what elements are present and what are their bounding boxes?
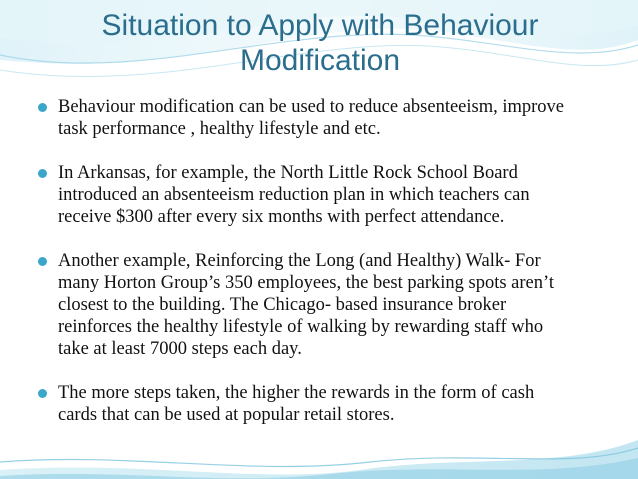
slide-title-line-1: Situation to Apply with Behaviour <box>101 9 539 42</box>
bullet-4-line-2: cards that can be used at popular retail stores. <box>58 405 395 425</box>
bullet-2-line-1: In Arkansas, for example, the North Little Rock School Board <box>58 163 518 183</box>
bullet-dot-icon <box>38 169 47 178</box>
bullet-1-line-1: Behaviour modification can be used to reduce absenteeism, improve <box>58 97 565 117</box>
bullet-3-line-1: Another example, Reinforcing the Long (and Healthy) Walk- For <box>58 251 541 271</box>
bullet-dot-icon <box>38 103 47 112</box>
bullet-list <box>36 96 596 448</box>
bullet-1-line-2: task performance , healthy lifestyle and etc. <box>58 119 381 139</box>
bullet-item-3 <box>36 250 596 360</box>
bullet-dot-icon <box>38 257 47 266</box>
slide-title <box>60 8 580 78</box>
bullet-dot-icon <box>38 389 47 398</box>
bullet-4-line-1: The more steps taken, the higher the rewards in the form of cash <box>58 383 535 403</box>
bullet-3-line-3: closest to the building. The Chicago- based insurance broker <box>58 295 507 315</box>
slide-title-line-2: Modification <box>239 44 401 77</box>
bullet-3-line-2: many Horton Group’s 350 employees, the best parking spots aren’t <box>58 273 554 293</box>
bullet-2-line-2: introduced an absenteeism reduction plan in which teachers can <box>58 185 530 205</box>
bullet-3-line-4: reinforces the healthy lifestyle of walking by rewarding staff who <box>58 317 544 337</box>
bullet-3-line-5: take at least 7000 steps each day. <box>58 339 302 359</box>
bullet-item-1 <box>36 96 596 140</box>
bullet-item-2 <box>36 162 596 228</box>
bullet-item-4 <box>36 382 596 426</box>
bullet-2-line-3: receive $300 after every six months with perfect attendance. <box>58 207 505 227</box>
